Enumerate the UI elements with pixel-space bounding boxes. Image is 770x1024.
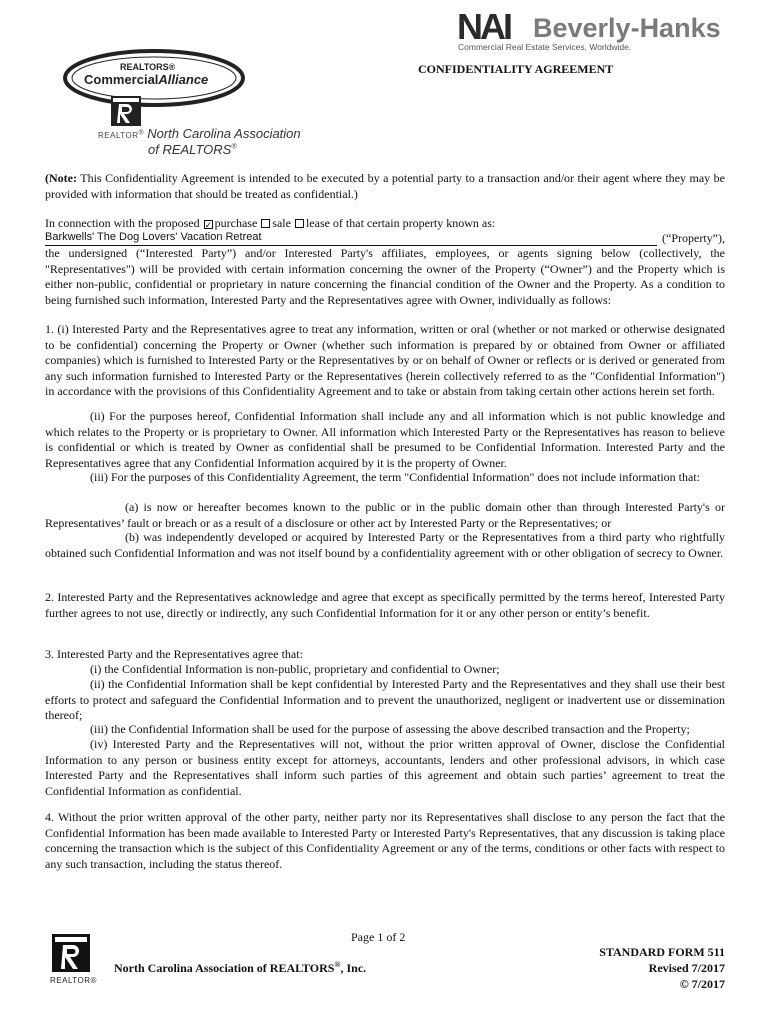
section-4-paragraph: 4. Without the prior written approval of the other party, neither party nor its Representatives shall disclose to any person the fact that the Confidential Information has been made available to Interested Party or Interested Party's Representatives, that any discussion is taking place concerning the transaction which is the subject of this Confidentiality Agreement or any of the terms, conditions or other facts with respect to any such transaction, including the status thereof.: [45, 810, 725, 871]
form-revised: Revised 7/2017: [648, 961, 725, 975]
property-value: Barkwells' The Dog Lovers' Vacation Retreat: [45, 231, 262, 243]
lease-checkbox[interactable]: [295, 219, 304, 228]
footer-association: North Carolina Association of REALTORS®, Inc.: [114, 960, 367, 975]
section-1-paragraph-ii: (ii) For the purposes hereof, Confidential Information shall include any and all information which is not public knowledge and which relates to the Property or is proprietary to Owner. All information which Interested Party or the Representatives has reason to believe is confidential or which is treated by Owner as confidential shall be presumed to be Confidential Information. Interested Party and the Representatives agree that any Confidential Information acquired by it is the property of Owner.: [45, 409, 725, 470]
section-1-paragraph-i: 1. (i) Interested Party and the Representatives agree to treat any information, written or oral (whether or not marked or otherwise designated to be confidential) concerning the Property or Owner (whether such information is prepared by or obtained from Owner or affiliated companies) which is furnished to Interested Party or the Representatives by or on behalf of Owner or reflects or is derived or generated from any such information furnished to Interested Party or the Representatives (herein collectively referred to as the "Confidential Information") in accordance with the provisions of this Confidentiality Agreement and to take or abstain from taking certain other actions herein set forth.: [45, 322, 725, 399]
realtor-mark-small: REALTOR®: [98, 129, 145, 140]
alliance-name-a: Commercial: [84, 72, 159, 87]
sale-label: sale: [272, 216, 291, 230]
purchase-checkbox[interactable]: ✓: [204, 220, 213, 230]
svg-text:CommercialAlliance: [84, 72, 208, 87]
association-line-1: REALTOR® North Carolina Association: [98, 126, 301, 141]
section-1-paragraph-b: (b) was independently developed or acquired by Interested Party or the Representatives from a third party who rightfully obtained such Confidential Information and was not itself bound by a confidentiality agreement with or other obligation of secrecy to Owner.: [45, 530, 725, 560]
realtor-r-icon: [111, 96, 141, 126]
association-line-2: of REALTORS®: [148, 142, 237, 157]
commercial-alliance-logo: [62, 48, 246, 136]
section-3-item-i: (i) the Confidential Information is non-public, proprietary and confidential to Owner;: [90, 662, 500, 676]
footer-realtor-mark: REALTOR®: [50, 976, 97, 985]
form-copyright: © 7/2017: [679, 977, 725, 991]
nai-tagline: Commercial Real Estate Services, Worldwide.: [458, 42, 632, 52]
note-text: This Confidentiality Agreement is intended to be executed by a potential party to a transaction and/or their agent where they may be provided with information that should be treated as confidential.): [45, 171, 725, 201]
realtor-r-footer-icon: [52, 934, 90, 972]
property-row: [45, 231, 725, 247]
form-name: STANDARD FORM 511: [599, 945, 725, 959]
sale-checkbox[interactable]: [261, 219, 270, 228]
section-3-item-iii: (iii) the Confidential Information shall be used for the purpose of assessing the above described transaction and the Property;: [90, 722, 690, 736]
purchase-label: purchase: [214, 216, 258, 230]
alliance-name-b: Alliance: [158, 72, 209, 87]
page-number: Page 1 of 2: [351, 930, 406, 944]
document-title: CONFIDENTIALITY AGREEMENT: [418, 62, 614, 76]
intro-lead: In connection with the proposed: [45, 216, 200, 230]
section-3-item-iv: (iv) Interested Party and the Representatives will not, without the prior written approval of Owner, disclose the Confidential Information to any person or business entity except for attorneys, accountants, lenders and other professional advisors, in which case Interested Party and the Representatives shall inform such parties of this agreement and obtain such parties’ agreement to treat the Confidential Information as confidential.: [45, 737, 725, 798]
nai-company-text: Beverly-Hanks: [533, 13, 721, 43]
note-paragraph: [45, 171, 725, 202]
section-1-paragraph-iii: (iii) For the purposes of this Confidentiality Agreement, the term "Confidential Information" does not include information that:: [90, 470, 701, 484]
property-field[interactable]: [45, 231, 657, 246]
note-label: (Note:: [45, 171, 77, 185]
section-3-item-ii: (ii) the Confidential Information shall be kept confidential by Interested Party and the Representatives and they shall use their best efforts to protect and safeguard the Confidential Information and to prevent the unauthorized, negligent or inadvertent use or dissemination thereof;: [45, 677, 725, 723]
lease-label: lease of that certain property known as:: [305, 216, 496, 230]
section-1-paragraph-a: (a) is now or hereafter becomes known to the public or in the public domain other than through Interested Party's or Representatives’ fault or breach or as a result of a disclosure or other act by Interested Party or the Representatives; or: [45, 500, 725, 530]
alliance-top-text: REALTORS®: [120, 62, 176, 72]
property-suffix: (“Property”),: [662, 231, 725, 245]
section-2-paragraph: 2. Interested Party and the Representatives acknowledge and agree that except as specifically permitted by the terms hereof, Interested Party further agrees to not use, directly or indirectly, any such Confidential Information for it or any other person or entity’s benefit.: [45, 590, 725, 620]
footer-form-info: [599, 944, 725, 992]
intro-body: the undersigned (“Interested Party”) and/or Interested Party's affiliates, employees, or agents signing below (collectively, the "Representatives") will be provided with certain information concerning the owner of the Property (“Owner”) and the Property which is either non-public, confidential or proprietary in nature concerning the financial condition of the Owner and the Property. As a condition to being furnished such information, Interested Party and the Representatives agree with Owner, individually as follows:: [45, 246, 725, 307]
section-3-lead: 3. Interested Party and the Representatives agree that:: [45, 647, 303, 661]
intro-line: [45, 216, 725, 232]
nai-brand-text: NAI: [457, 8, 510, 47]
